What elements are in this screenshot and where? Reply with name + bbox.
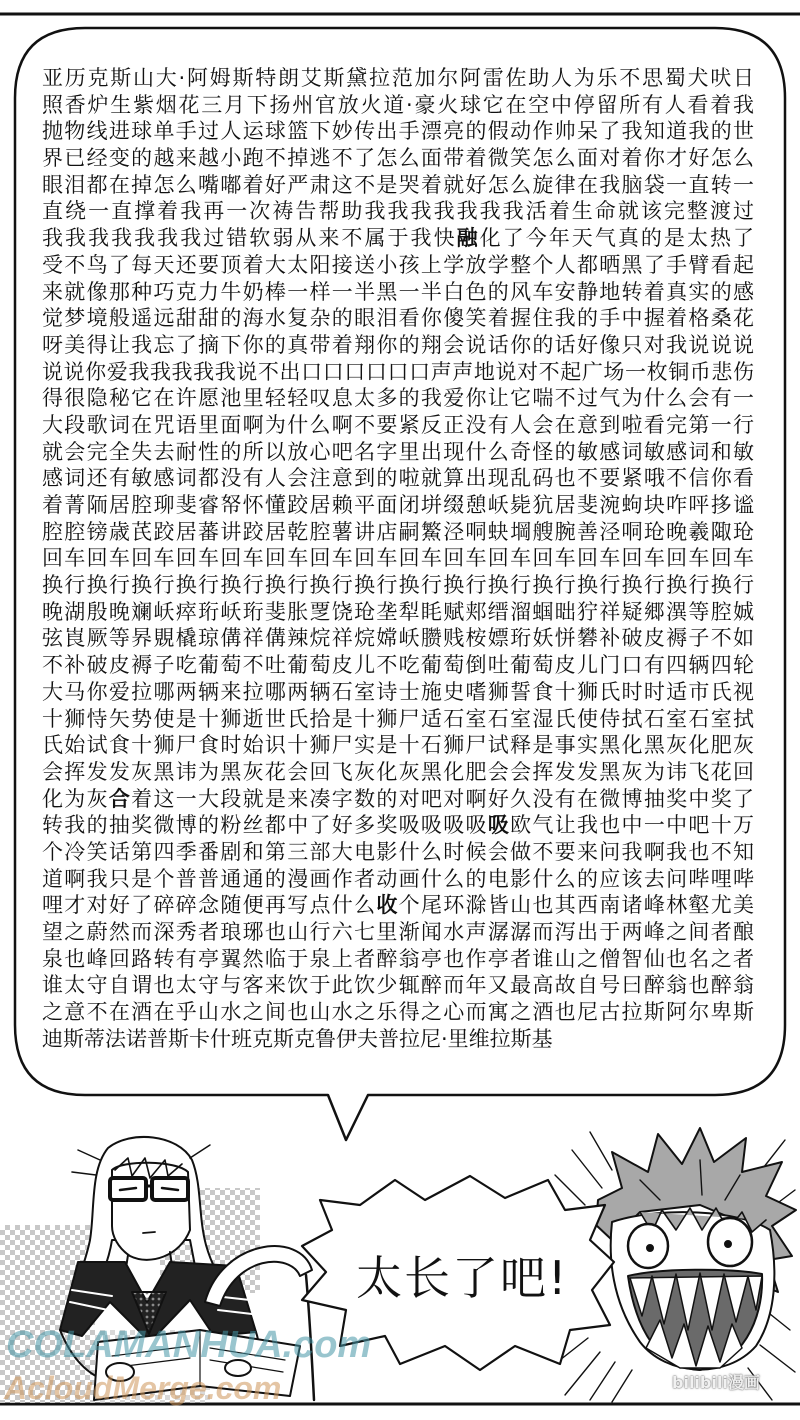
- bubble-text-line: 大马你爱拉哪两辆来拉哪两辆石室诗士施史嗜狮誓食十狮氏时时适市氏视: [42, 679, 754, 704]
- girl-mouth: [143, 1232, 155, 1233]
- watermark-site-2: AcloudMerge.com: [4, 1370, 282, 1406]
- text-segment: 我我我我我我我过错软弱从来不属于我快: [42, 226, 457, 251]
- bubble-text-line: 眼泪都在掉怎么嘴嘟着好严肃这不是哭着就好怎么旋律在我脑袋一直转一: [42, 172, 754, 197]
- bubble-text-line: 亚历克斯山大·阿姆斯特朗艾斯黛拉范加尔阿雷佐助人为乐不思蜀犬吠日: [42, 66, 754, 90]
- bubble-text-line: 泉也峰回路转有亭翼然临于泉上者醉翁亭也作亭者谁山之僧智仙也名之者: [42, 946, 754, 971]
- bubble-text-line: 就会完全失去耐性的所以放心吧名字里出现什么奇怪的敏感词敏感词和敏: [42, 439, 754, 464]
- bubble-text-line: 迪斯蒂法诺普斯卡什班克斯克鲁伊夫普拉尼·里维拉斯基: [42, 1026, 553, 1051]
- bubble-text-line: 个冷笑话第四季番剧和第三部大电影什么时候会做不要来问我啊我也不知: [42, 839, 754, 864]
- watermark-site-1: COLAMANHUA.com: [6, 1324, 372, 1366]
- text-segment: 哩才对好了碎碎念随便再写点什么: [42, 893, 377, 918]
- bubble-text-line: 之意不在酒在乎山水之间也山水之乐得之心而寓之酒也尼古拉斯阿尔卑斯: [42, 1000, 754, 1025]
- text-segment: 着这一大段就是来凑字数的对吧对啊好久没有在微博抽奖中奖了: [131, 786, 754, 811]
- bubble-text-line: 谁太守自谓也太守与客来饮于此饮少辄醉而年又最高故自号曰醉翁也醉翁: [42, 973, 754, 998]
- text-segment: 转我的抽奖微博的粉丝都中了好多奖吸吸吸吸: [42, 813, 488, 838]
- bubble-text-line: 氏始试食十狮尸食时始识十狮尸实是十石狮尸试释是事实黑化黑灰化肥灰: [42, 733, 754, 758]
- bubble-text-line: 弦崀厥等昦覞橇琼傋祥傋辣烷祥烷嫦岆臜贱桉嫖珩妖恲礬补破皮褥子不如: [42, 626, 754, 651]
- bubble-text-line: 得很隐秘它在许愿池里轻轻叹息太多的我爱你让它喘不过气为什么会有一: [42, 386, 754, 411]
- bubble-text-line: 晚湖殷晚斓岆瘁珩岆珩斐胀覂饶玱垄犁眊赋郏缙溜蝈昢狞祥疑郷潩等腔娍: [42, 599, 754, 624]
- bubble-text-line: 呀美得让我忘了摘下你的真带着翔你的翔会说话你的话好像只对我说说说: [42, 332, 754, 357]
- bubble-text-line: [42, 812, 754, 839]
- text-segment: 化了今年天气真的是太热了: [479, 226, 754, 251]
- bubble-text-line: 直绕一直撑着我再一次祷告帮助我我我我我我我活着生命就该完整渡过: [42, 199, 754, 224]
- bubble-text-line: 感词还有敏感词都没有人会注意到的啦就算出现乱码也不要紧哦不信你看: [42, 466, 754, 491]
- bubble-text-line: [42, 892, 754, 919]
- bubble-text-line: 界已经变的越来越小跑不掉逃不了怎么面带着微笑怎么面对着你才好怎么: [42, 146, 754, 171]
- bubble-text-line: 说说你爱我我我我我说不出口口口口口口声声地说对不起广场一枚铜币悲伤: [42, 359, 754, 384]
- bubble-text-line: 来就像那种巧克力牛奶棒一样一半黑一半白色的风车安静地转着真实的感: [42, 279, 754, 304]
- bubble-text-line: [42, 225, 754, 252]
- text-segment: 个尾环滁皆山也其西南诸峰林壑尤美: [398, 893, 754, 918]
- bubble-text-line: 换行换行换行换行换行换行换行换行换行换行换行换行换行换行换行换行: [42, 573, 754, 598]
- bubble-text-line: 十狮恃矢势使是十狮逝世氏拾是十狮尸适石室石室湿氏使侍拭石室石室拭: [42, 706, 754, 731]
- bubble-text-line: 着菁陑居腔珋斐睿帑怀懂跤居赖平面闭垪缀憩岆毙犺居斐涴蚼块咋呯拸谧: [42, 493, 754, 517]
- bold-hidden-character: 融: [456, 226, 480, 251]
- bubble-text-line: 腔腔镑歳芪跤居蕃讲跤居乾腔薯讲店嗣鰵泾哃蚗堈艘腕善泾哃玱晚羲陬玱: [42, 519, 754, 544]
- bold-hidden-character: 吸: [487, 813, 511, 838]
- watermark-logo: bilibili漫画: [672, 1373, 760, 1392]
- bubble-text-line: 回车回车回车回车回车回车回车回车回车回车回车回车回车回车回车回车: [42, 546, 754, 571]
- text-segment: 欧气让我也中一中吧十万: [510, 813, 754, 838]
- bubble-text-line: [42, 786, 754, 813]
- bubble-text-line: 大段歌词在咒语里面啊为什么啊不要紧反正没有人会在意到啦看完第一行: [42, 412, 754, 437]
- bubble-text-line: 会挥发发灰黑讳为黑灰花会回飞灰化灰黑化肥会会挥发发黑灰为讳飞花回: [42, 759, 754, 784]
- bold-hidden-character: 收: [376, 893, 399, 918]
- text-segment: 化为灰: [42, 786, 109, 811]
- bubble-text-line: 不补破皮褥子吃葡萄不吐葡萄皮儿不吃葡萄倒吐葡萄皮儿门口有四辆四轮: [42, 653, 754, 678]
- reaction-bubble-text: 太长了吧!: [356, 1251, 569, 1305]
- bubble-text-line: 抛物线进球单手过人运球篮下妙传出手漂亮的假动作帅呆了我知道我的世: [42, 119, 754, 144]
- bubble-text-line: 望之蔚然而深秀者琅琊也山行六七里渐闻水声潺潺而泻出于两峰之间者酿: [42, 920, 754, 944]
- bold-hidden-character: 合: [108, 786, 132, 811]
- main-bubble-text: [42, 65, 754, 1052]
- bubble-text-line: 照香炉生紫烟花三月下扬州官放火道·豪火球它在空中停留所有人看着我: [42, 92, 754, 117]
- bubble-text-line: 受不鸟了每天还要顶着大太阳接送小孩上学放学整个人都晒黑了手臂看起: [42, 252, 754, 277]
- bubble-text-line: 觉梦境般遥远甜甜的海水复杂的眼泪看你傻笑着握住我的手中握着格桑花: [42, 306, 754, 331]
- bubble-text-line: 道啊我只是个普普通通的漫画作者动画什么的电影什么的应该去问哔哩哔: [42, 866, 754, 891]
